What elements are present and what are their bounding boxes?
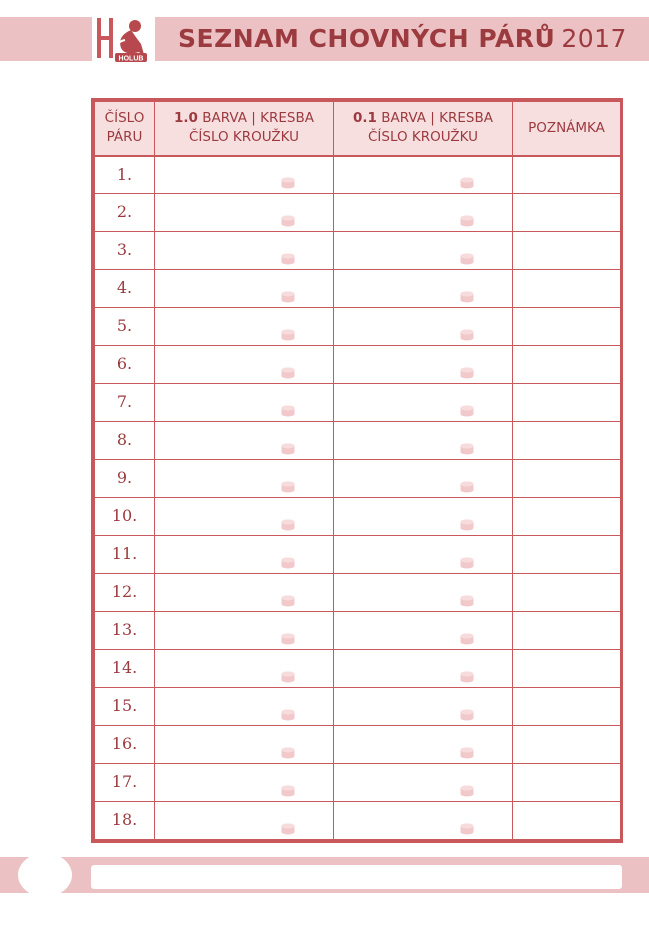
cock-cell[interactable]: [155, 346, 334, 384]
ring-icon: [460, 329, 474, 341]
page-number-circle: [18, 853, 72, 897]
note-cell[interactable]: [513, 232, 621, 270]
note-cell[interactable]: [513, 194, 621, 232]
hen-cell[interactable]: [334, 498, 513, 536]
table-row: [95, 574, 621, 612]
hen-cell[interactable]: [334, 802, 513, 840]
ring-icon: [281, 481, 295, 493]
hen-cell[interactable]: [334, 270, 513, 308]
table-row: [95, 384, 621, 422]
pair-number: 8.: [95, 422, 155, 460]
ring-icon: [281, 519, 295, 531]
note-cell[interactable]: [513, 726, 621, 764]
table-row: [95, 536, 621, 574]
table-row: [95, 498, 621, 536]
ring-icon: [281, 367, 295, 379]
cock-cell[interactable]: [155, 498, 334, 536]
title-year: 2017: [561, 24, 627, 53]
breeding-pairs-table: [91, 98, 623, 843]
ring-icon: [460, 595, 474, 607]
footer-field: [91, 865, 622, 889]
hen-cell[interactable]: [334, 612, 513, 650]
ring-icon: [281, 329, 295, 341]
pair-number: 12.: [95, 574, 155, 612]
note-cell[interactable]: [513, 270, 621, 308]
ring-icon: [460, 823, 474, 835]
ring-icon: [460, 291, 474, 303]
hen-cell[interactable]: [334, 764, 513, 802]
cock-cell[interactable]: [155, 308, 334, 346]
ring-icon: [281, 633, 295, 645]
pair-number: 4.: [95, 270, 155, 308]
hen-cell[interactable]: [334, 156, 513, 194]
ring-icon: [460, 443, 474, 455]
pair-number: 17.: [95, 764, 155, 802]
pair-number: 2.: [95, 194, 155, 232]
title-text: SEZNAM CHOVNÝCH PÁRŮ: [178, 24, 556, 53]
ring-icon: [281, 405, 295, 417]
table-row: [95, 460, 621, 498]
cock-cell[interactable]: [155, 688, 334, 726]
ring-icon: [281, 557, 295, 569]
cock-cell[interactable]: [155, 270, 334, 308]
note-cell[interactable]: [513, 612, 621, 650]
ring-icon: [460, 785, 474, 797]
pair-number: 6.: [95, 346, 155, 384]
cock-cell[interactable]: [155, 232, 334, 270]
note-cell[interactable]: [513, 460, 621, 498]
hen-cell[interactable]: [334, 384, 513, 422]
ring-icon: [460, 557, 474, 569]
pair-number: 13.: [95, 612, 155, 650]
table-row: [95, 422, 621, 460]
pair-number: 18.: [95, 802, 155, 840]
page-title: [178, 22, 627, 56]
hen-cell[interactable]: [334, 650, 513, 688]
note-cell[interactable]: [513, 422, 621, 460]
table-row: [95, 270, 621, 308]
cock-cell[interactable]: [155, 726, 334, 764]
ring-icon: [460, 633, 474, 645]
pair-number: 7.: [95, 384, 155, 422]
pair-number: 11.: [95, 536, 155, 574]
col-header-pair-number: ČÍSLO PÁRU: [95, 102, 155, 156]
pair-number: 15.: [95, 688, 155, 726]
ring-icon: [460, 367, 474, 379]
ring-icon: [281, 215, 295, 227]
col-header-cock: 1.0 BARVA | KRESBA ČÍSLO KROUŽKU: [155, 102, 334, 156]
col-header-note: POZNÁMKA: [513, 102, 621, 156]
note-cell[interactable]: [513, 688, 621, 726]
cock-cell[interactable]: [155, 536, 334, 574]
hen-cell[interactable]: [334, 194, 513, 232]
logo-icon: [95, 14, 149, 62]
ring-icon: [460, 177, 474, 189]
ring-icon: [281, 177, 295, 189]
note-cell[interactable]: [513, 536, 621, 574]
table-row: [95, 612, 621, 650]
note-cell[interactable]: [513, 384, 621, 422]
cock-cell[interactable]: [155, 194, 334, 232]
ring-icon: [281, 443, 295, 455]
ring-icon: [460, 671, 474, 683]
hen-cell[interactable]: [334, 422, 513, 460]
ring-icon: [281, 595, 295, 607]
hen-cell[interactable]: [334, 232, 513, 270]
hen-cell[interactable]: [334, 688, 513, 726]
note-cell[interactable]: [513, 308, 621, 346]
table-row: [95, 346, 621, 384]
hen-cell[interactable]: [334, 574, 513, 612]
note-cell[interactable]: [513, 764, 621, 802]
hen-cell[interactable]: [334, 346, 513, 384]
pair-number: 5.: [95, 308, 155, 346]
table-header-row: [95, 102, 621, 156]
ring-icon: [460, 253, 474, 265]
note-cell[interactable]: [513, 574, 621, 612]
cock-cell[interactable]: [155, 574, 334, 612]
ring-icon: [460, 481, 474, 493]
ring-icon: [281, 671, 295, 683]
ring-icon: [281, 747, 295, 759]
ring-icon: [281, 785, 295, 797]
cock-cell[interactable]: [155, 764, 334, 802]
note-cell[interactable]: [513, 498, 621, 536]
hen-cell[interactable]: [334, 308, 513, 346]
ring-icon: [281, 291, 295, 303]
table-row: [95, 194, 621, 232]
table-row: [95, 156, 621, 194]
ring-icon: [281, 709, 295, 721]
note-cell[interactable]: [513, 650, 621, 688]
cock-cell[interactable]: [155, 612, 334, 650]
table-row: [95, 802, 621, 840]
note-cell[interactable]: [513, 346, 621, 384]
note-cell[interactable]: [513, 802, 621, 840]
table-row: [95, 726, 621, 764]
pair-number: 16.: [95, 726, 155, 764]
logo-text: HOLUB: [118, 55, 144, 62]
table-row: [95, 650, 621, 688]
pair-number: 1.: [95, 156, 155, 194]
table-row: [95, 688, 621, 726]
header-band-left: [0, 17, 92, 61]
hen-cell[interactable]: [334, 726, 513, 764]
pair-number: 10.: [95, 498, 155, 536]
table-row: [95, 764, 621, 802]
ring-icon: [460, 709, 474, 721]
cock-cell[interactable]: [155, 422, 334, 460]
table-row: [95, 308, 621, 346]
ring-icon: [460, 215, 474, 227]
cock-cell[interactable]: [155, 156, 334, 194]
pair-number: 14.: [95, 650, 155, 688]
pair-number: 9.: [95, 460, 155, 498]
ring-icon: [460, 405, 474, 417]
col-header-hen: 0.1 BARVA | KRESBA ČÍSLO KROUŽKU: [334, 102, 513, 156]
hen-cell[interactable]: [334, 460, 513, 498]
cock-cell[interactable]: [155, 384, 334, 422]
cock-cell[interactable]: [155, 460, 334, 498]
ring-icon: [460, 747, 474, 759]
ring-icon: [460, 519, 474, 531]
hen-cell[interactable]: [334, 536, 513, 574]
table-row: [95, 232, 621, 270]
cock-cell[interactable]: [155, 650, 334, 688]
ring-icon: [281, 823, 295, 835]
pair-number: 3.: [95, 232, 155, 270]
note-cell[interactable]: [513, 156, 621, 194]
ring-icon: [281, 253, 295, 265]
cock-cell[interactable]: [155, 802, 334, 840]
